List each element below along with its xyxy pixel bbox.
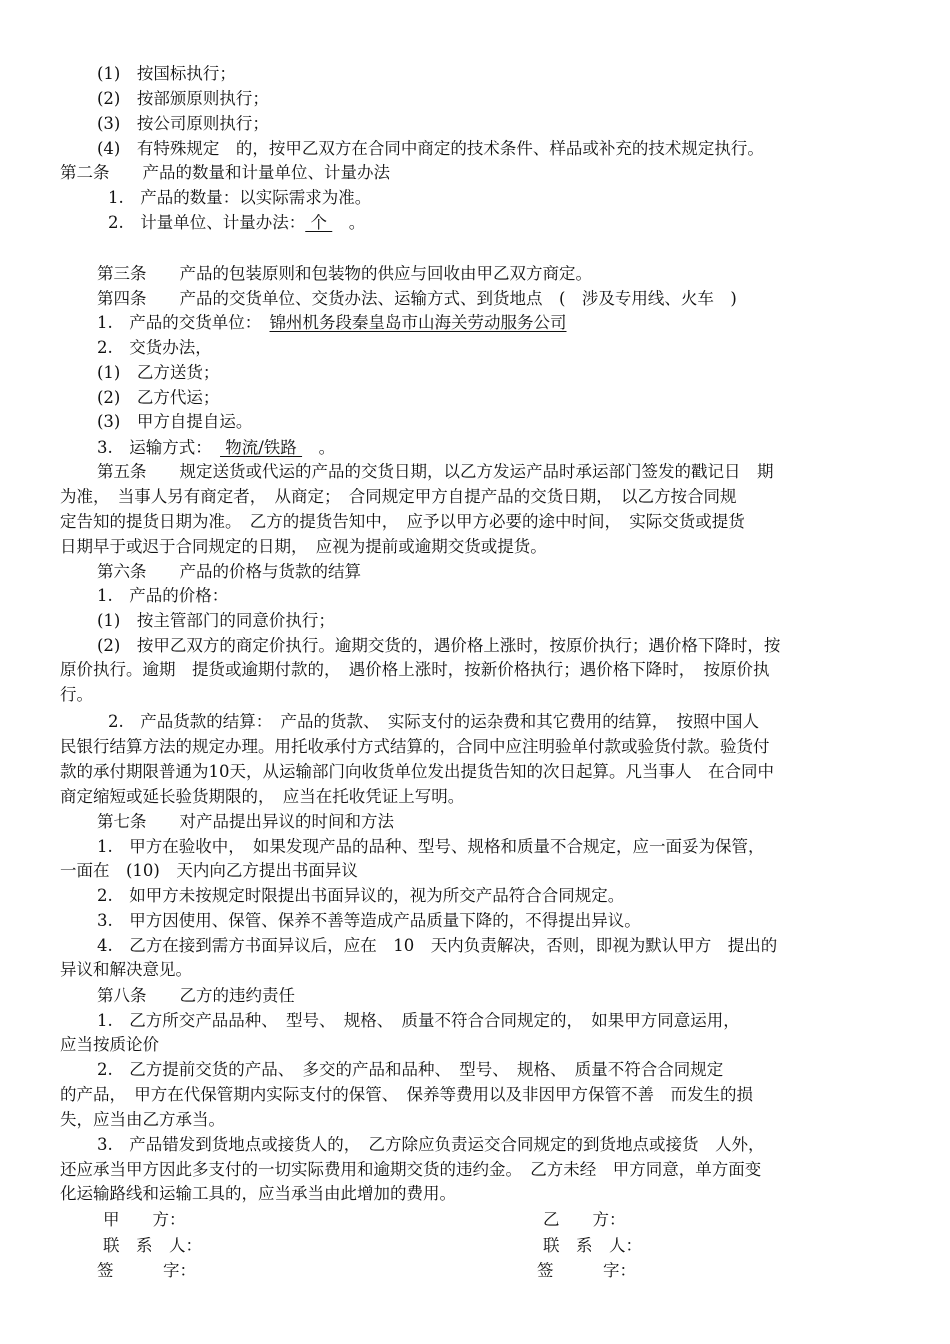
text-line: (2) 乙方代运； <box>97 388 220 407</box>
text-line: 3. 运输方式： 物流/铁路 。 <box>97 438 336 457</box>
article-heading: 第三条 产品的包装原则和包装物的供应与回收由甲乙双方商定。 <box>97 264 592 283</box>
text-line: 2. 交货办法， <box>97 338 212 357</box>
article-heading: 第六条 产品的价格与货款的结算 <box>97 562 361 581</box>
article-heading: 第八条 乙方的违约责任 <box>97 986 295 1005</box>
text-line: 应当按质论价 <box>60 1035 159 1054</box>
text-line: 失，应当由乙方承当。 <box>60 1110 225 1129</box>
text-line: 1. 甲方在验收中， 如果发现产品的品种、型号、规格和质量不合规定，应一面妥为保管， <box>97 837 765 856</box>
text-line: (2) 按甲乙双方的商定价执行。逾期交货的，遇价格上涨时，按原价执行；遇价格下降时，按 <box>97 636 781 655</box>
text-line: 原价执行。逾期 提货或逾期付款的， 遇价格上涨时，按新价格执行；遇价格下降时， 按原价执 <box>60 660 770 679</box>
text-line: 款的承付期限普通为10天，从运输部门向收货单位发出提货告知的次日起算。凡当事人 在合同中 <box>60 762 774 781</box>
text-line: 3. 甲方因使用、保管、保养不善等造成产品质量下降的，不得提出异议。 <box>97 911 641 930</box>
text-line: (1) 按国标执行； <box>97 64 236 83</box>
text-line: 4. 乙方在接到需方书面异议后，应在 10 天内负责解决，否则，即视为默认甲方 提出的 <box>97 936 778 955</box>
article-heading: 第二条 产品的数量和计量单位、计量办法 <box>60 163 390 182</box>
delivery-unit-value: 锦州机务段秦皇岛市山海关劳动服务公司 <box>269 313 567 332</box>
text-line: (3) 按公司原则执行； <box>97 114 269 133</box>
article-heading: 第五条 规定送货或代运的产品的交货日期，以乙方发运产品时承运部门签发的戳记日 期 <box>97 462 774 481</box>
text-line: 商定缩短或延长验货期限的， 应当在托收凭证上写明。 <box>60 787 465 806</box>
party-a-signature-label: 签 字： <box>97 1261 196 1280</box>
text-line: 1. 乙方所交产品品种、 型号、 规格、 质量不符合合同规定的， 如果甲方同意运用， <box>97 1011 740 1030</box>
transport-mode-value: 物流/铁路 <box>220 438 303 457</box>
text-line: 一面在 (10) 天内向乙方提出书面异议 <box>60 861 358 880</box>
text-line: 1. 产品的交货单位： 锦州机务段秦皇岛市山海关劳动服务公司 <box>97 313 567 332</box>
text-line: (1) 按主管部门的同意价执行； <box>97 611 335 630</box>
text-line: 行。 <box>60 685 93 704</box>
party-a-contact-label: 联 系 人： <box>103 1236 202 1255</box>
article-heading: 第四条 产品的交货单位、交货办法、运输方式、到货地点 ( 涉及专用线、火车 ) <box>97 289 737 308</box>
text-line: 3. 产品错发到货地点或接货人的， 乙方除应负责运交合同规定的到货地点或接货 人外， <box>97 1135 765 1154</box>
text-line: 为准， 当事人另有商定者， 从商定； 合同规定甲方自提产品的交货日期， 以乙方按合同规 <box>60 487 737 506</box>
text-line: 2. 如甲方未按规定时限提出书面异议的，视为所交产品符合合同规定。 <box>97 886 625 905</box>
text-line: 2. 乙方提前交货的产品、 多交的产品和品种、 型号、 规格、 质量不符合合同规定 <box>97 1060 724 1079</box>
unit-value: 个 <box>305 213 333 232</box>
text-line: 化运输路线和运输工具的，应当承当由此增加的费用。 <box>60 1184 456 1203</box>
text-line: 定告知的提货日期为准。 乙方的提货告知中， 应予以甲方必要的途中时间， 实际交货或提货 <box>60 512 745 531</box>
text-line: 2. 计量单位、计量办法： 个 。 <box>108 213 366 232</box>
article-heading: 第七条 对产品提出异议的时间和方法 <box>97 812 394 831</box>
text-line: (3) 甲方自提自运。 <box>97 412 253 431</box>
text-line: 的产品， 甲方在代保管期内实际支付的保管、 保养等费用以及非因甲方保管不善 而发生的损 <box>60 1085 753 1104</box>
text-line: 1. 产品的价格： <box>97 586 229 605</box>
text-line: 还应承当甲方因此多支付的一切实际费用和逾期交货的违约金。 乙方未经 甲方同意，单方面变 <box>60 1160 762 1179</box>
text-line: (4) 有特殊规定 的，按甲乙双方在合同中商定的技术条件、样品或补充的技术规定执行。 <box>97 139 764 158</box>
text-line: 民银行结算方法的规定办理。用托收承付方式结算的，合同中应注明验单付款或验货付款。验货付 <box>60 737 770 756</box>
text-line: 日期早于或迟于合同规定的日期， 应视为提前或逾期交货或提货。 <box>60 537 547 556</box>
text-line: (1) 乙方送货； <box>97 363 220 382</box>
party-b-signature-label: 签 字： <box>537 1261 636 1280</box>
party-b-label: 乙 方： <box>543 1210 626 1229</box>
party-a-label: 甲 方： <box>103 1210 186 1229</box>
text-line: 异议和解决意见。 <box>60 960 192 979</box>
text-line: 2. 产品货款的结算： 产品的货款、 实际支付的运杂费和其它费用的结算， 按照中国人 <box>108 712 759 731</box>
text-line: (2) 按部颁原则执行； <box>97 89 269 108</box>
text-line: 1. 产品的数量：以实际需求为准。 <box>108 188 372 207</box>
party-b-contact-label: 联 系 人： <box>543 1236 642 1255</box>
